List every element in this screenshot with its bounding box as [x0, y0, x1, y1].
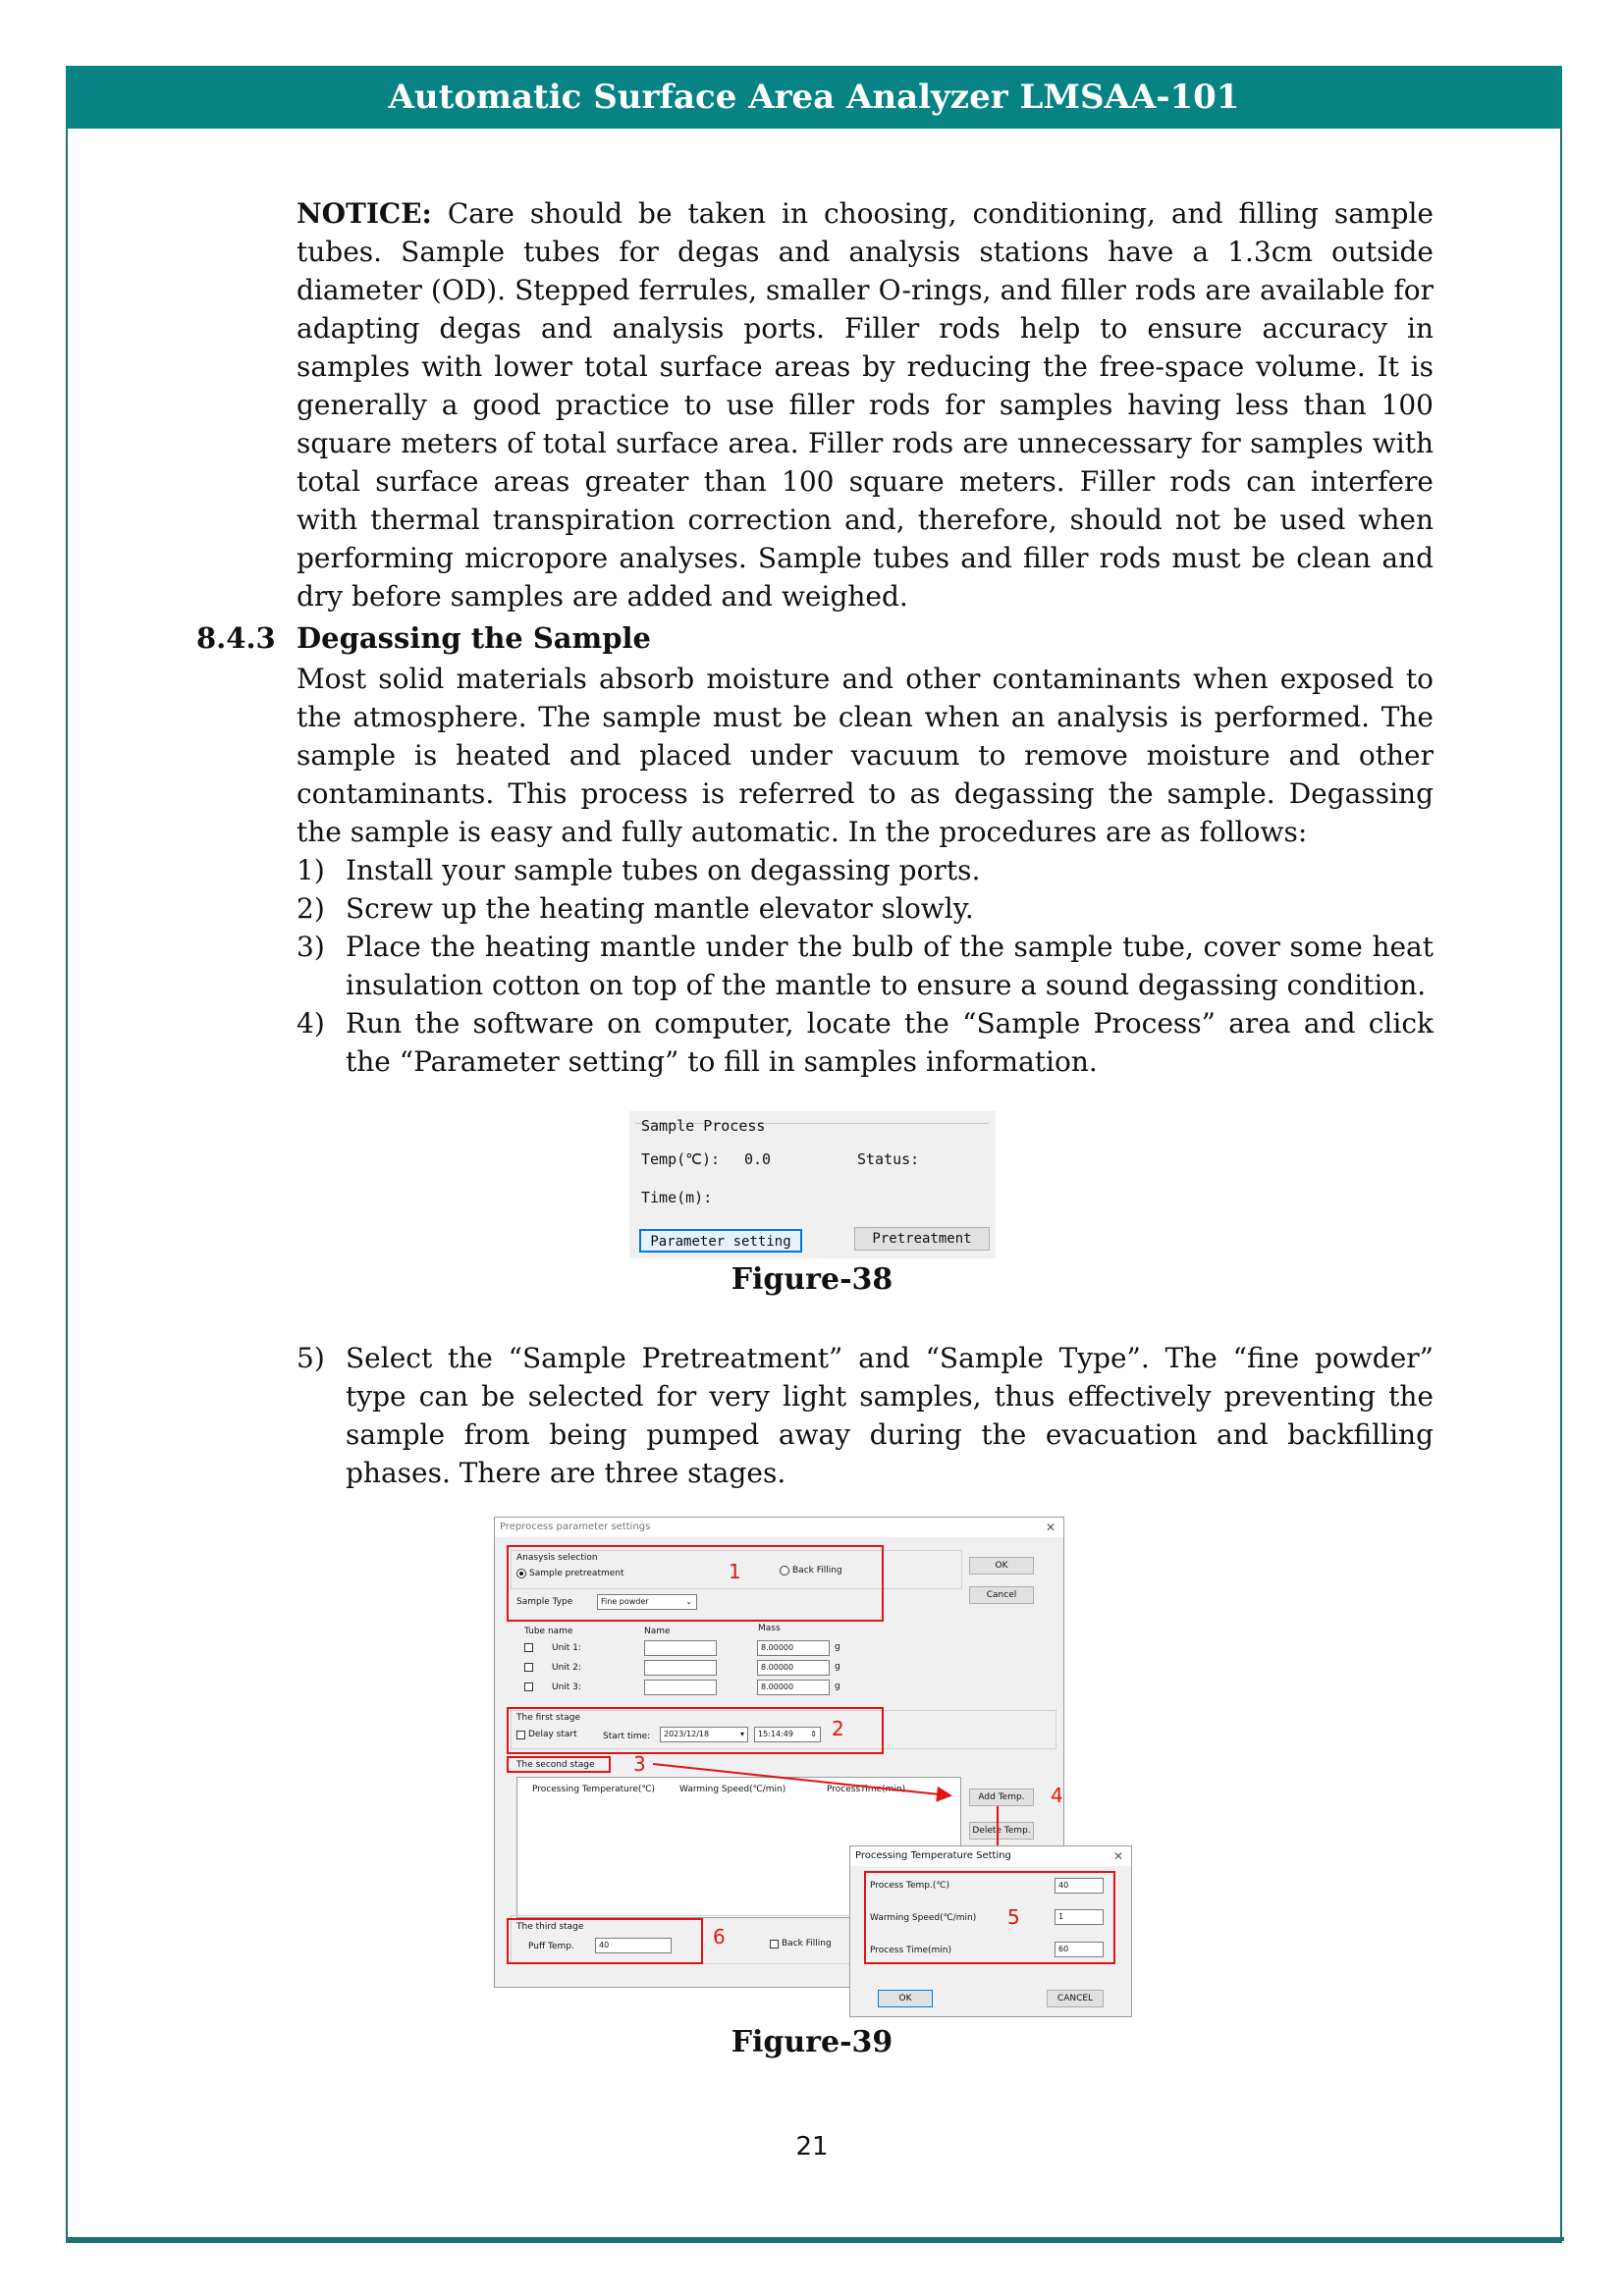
tube-name-header: Tube name [524, 1627, 573, 1636]
back-filling-checkbox-label: Back Filling [782, 1939, 832, 1949]
add-temp-button[interactable]: Add Temp. [969, 1789, 1034, 1806]
processing-temperature-dialog [849, 1845, 1132, 2017]
process-temp-label: Process Temp.(℃) [870, 1881, 949, 1891]
delete-temp-button[interactable]: Delete Temp. [969, 1822, 1034, 1840]
step-text: Select the “Sample Pretreatment” and “Sample Type”. The “fine powder” type can be selected for very light samples, thus effectively preventing the sample from being pumped away during the evacuation and backfilling phases. There are three stages. [346, 1342, 1434, 1489]
sample-pretreatment-label: Sample pretreatment [529, 1569, 624, 1578]
step-4 [297, 1004, 1434, 1081]
marker-4: 4 [1051, 1784, 1063, 1807]
puff-temp-label: Puff Temp. [528, 1942, 574, 1951]
unit-1-mass-unit: g [835, 1642, 840, 1652]
parameter-setting-button[interactable]: Parameter setting [639, 1229, 802, 1253]
page-header: Automatic Surface Area Analyzer LMSAA-101 [66, 66, 1562, 129]
arrow-3-to-4 [653, 1764, 948, 1795]
close-icon[interactable]: ✕ [1045, 1521, 1056, 1534]
process-time-label: Process Time(min) [870, 1946, 952, 1955]
preprocess-dialog-title: Preprocess parameter settings [495, 1518, 1063, 1537]
mass-header: Mass [758, 1624, 781, 1633]
processing-temperature-dialog-title: Processing Temperature Setting [850, 1846, 1131, 1866]
ok-button[interactable]: OK [969, 1557, 1034, 1575]
sample-type-label: Sample Type [516, 1597, 573, 1607]
cancel-button[interactable]: Cancel [969, 1586, 1034, 1604]
step-text: Run the software on computer, locate the “Sample Process” area and click the “Parameter setting” to fill in samples information. [346, 1007, 1434, 1078]
step-number: 2) [297, 892, 325, 925]
notice-label: NOTICE: [297, 197, 432, 230]
puff-temp-input[interactable]: 40 [595, 1938, 672, 1953]
sample-process-group-title: Sample Process [641, 1117, 766, 1135]
step-number: 5) [297, 1342, 325, 1374]
temp-value: 0.0 [744, 1150, 772, 1168]
figure-38-sample-process-panel [629, 1111, 996, 1258]
step-number: 3) [297, 931, 325, 963]
delay-start-label: Delay start [528, 1730, 577, 1739]
highlight-box-5 [864, 1871, 1115, 1964]
notice-paragraph [297, 194, 1434, 615]
chevron-down-icon: ⌄ [685, 1597, 692, 1606]
col-processing-temperature: Processing Temperature(℃) [532, 1785, 656, 1794]
sub-cancel-button[interactable]: CANCEL [1047, 1990, 1104, 2007]
spinner-icon: ⇕ [810, 1730, 817, 1738]
pretreatment-button[interactable]: Pretreatment [854, 1227, 990, 1251]
warming-speed-input[interactable]: 1 [1055, 1909, 1104, 1925]
sub-ok-button[interactable]: OK [878, 1990, 933, 2007]
col-process-time: ProcessTime(min) [827, 1785, 906, 1794]
name-header: Name [644, 1627, 671, 1636]
start-time-value: 15:14:49 [758, 1730, 793, 1738]
unit-3-mass-unit: g [835, 1682, 840, 1691]
unit-3-mass-input[interactable]: 8.00000 [757, 1680, 830, 1695]
figure-38-caption: Figure-38 [731, 1262, 893, 1297]
step-3 [297, 928, 1434, 1004]
process-temp-input[interactable]: 40 [1055, 1878, 1104, 1894]
unit-2-mass-input[interactable]: 8.00000 [757, 1660, 830, 1676]
unit-3-label: Unit 3: [552, 1682, 581, 1692]
warming-speed-label: Warming Speed(℃/min) [870, 1913, 977, 1923]
unit-2-mass-unit: g [835, 1662, 840, 1672]
notice-text: Care should be taken in choosing, conditioning, and filling sample tubes. Sample tubes for degas and analysis stations have a 1.3cm outside diameter (OD). Stepped ferrules, smaller O-rings, and filler rods are available for adapting degas and analysis ports. Filler rods help to ensure accuracy in samples with lower total surface areas by reducing the free-space volume. It is generally a good practice to use filler rods for samples having less than 100 square meters of total surface area. Filler rods are unnecessary for samples with total surface areas greater than 100 square meters. Filler rods can interfere with thermal transpiration correction and, therefore, should not be used when performing micropore analyses. Sample tubes and filler rods must be clean and dry before samples are added and weighed. [297, 197, 1434, 613]
step-5 [297, 1339, 1434, 1492]
figure-39-caption: Figure-39 [731, 2025, 893, 2059]
section-title: Degassing the Sample [297, 621, 651, 655]
time-label: Time(m): [641, 1189, 713, 1206]
section-number: 8.4.3 [196, 621, 276, 655]
marker-5: 5 [1007, 1905, 1020, 1929]
step-1 [297, 851, 1434, 889]
back-filling-radio-label: Back Filling [792, 1566, 842, 1575]
unit-1-label: Unit 1: [552, 1643, 581, 1653]
second-stage-label: The second stage [516, 1760, 595, 1770]
step-text: Screw up the heating mantle elevator slowly. [346, 892, 974, 925]
step-number: 4) [297, 1007, 325, 1040]
page-frame-bottom-rule [66, 2237, 1564, 2241]
temp-label: Temp(℃): [641, 1150, 721, 1168]
sample-type-value: Fine powder [601, 1597, 649, 1606]
step-text: Place the heating mantle under the bulb of the sample tube, cover some heat insulation cotton on top of the mantle to ensure a sound degassing condition. [346, 931, 1434, 1001]
first-stage-label: The first stage [516, 1713, 581, 1723]
section-intro: Most solid materials absorb moisture and other contaminants when exposed to the atmosphere. The sample must be clean when an analysis is performed. The sample is heated and placed under vacuum to remove moisture and other contaminants. This process is referred to as degassing the sample. Degassing the sample is easy and fully automatic. In the procedures are as follows: [297, 663, 1434, 848]
calendar-icon: ▾ [739, 1730, 744, 1738]
status-label: Status: [857, 1150, 920, 1168]
marker-1: 1 [729, 1560, 741, 1583]
marker-3: 3 [633, 1752, 646, 1776]
analysis-selection-label: Anasysis selection [516, 1553, 598, 1563]
unit-2-label: Unit 2: [552, 1663, 581, 1673]
marker-6: 6 [713, 1925, 726, 1949]
page-number: 21 [795, 2132, 829, 2162]
col-warming-speed: Warming Speed(℃/min) [679, 1785, 786, 1794]
figure-39-preprocess-settings [494, 1517, 1132, 2017]
close-icon[interactable]: ✕ [1112, 1849, 1123, 1863]
step-2 [297, 889, 1434, 928]
third-stage-label: The third stage [516, 1922, 584, 1932]
process-time-input[interactable]: 60 [1055, 1942, 1104, 1957]
start-time-label: Start time: [603, 1732, 651, 1741]
step-number: 1) [297, 854, 325, 886]
start-date-value: 2023/12/18 [664, 1730, 710, 1738]
step-text: Install your sample tubes on degassing ports. [346, 854, 981, 886]
unit-1-mass-input[interactable]: 8.00000 [757, 1640, 830, 1656]
marker-2: 2 [832, 1717, 844, 1740]
